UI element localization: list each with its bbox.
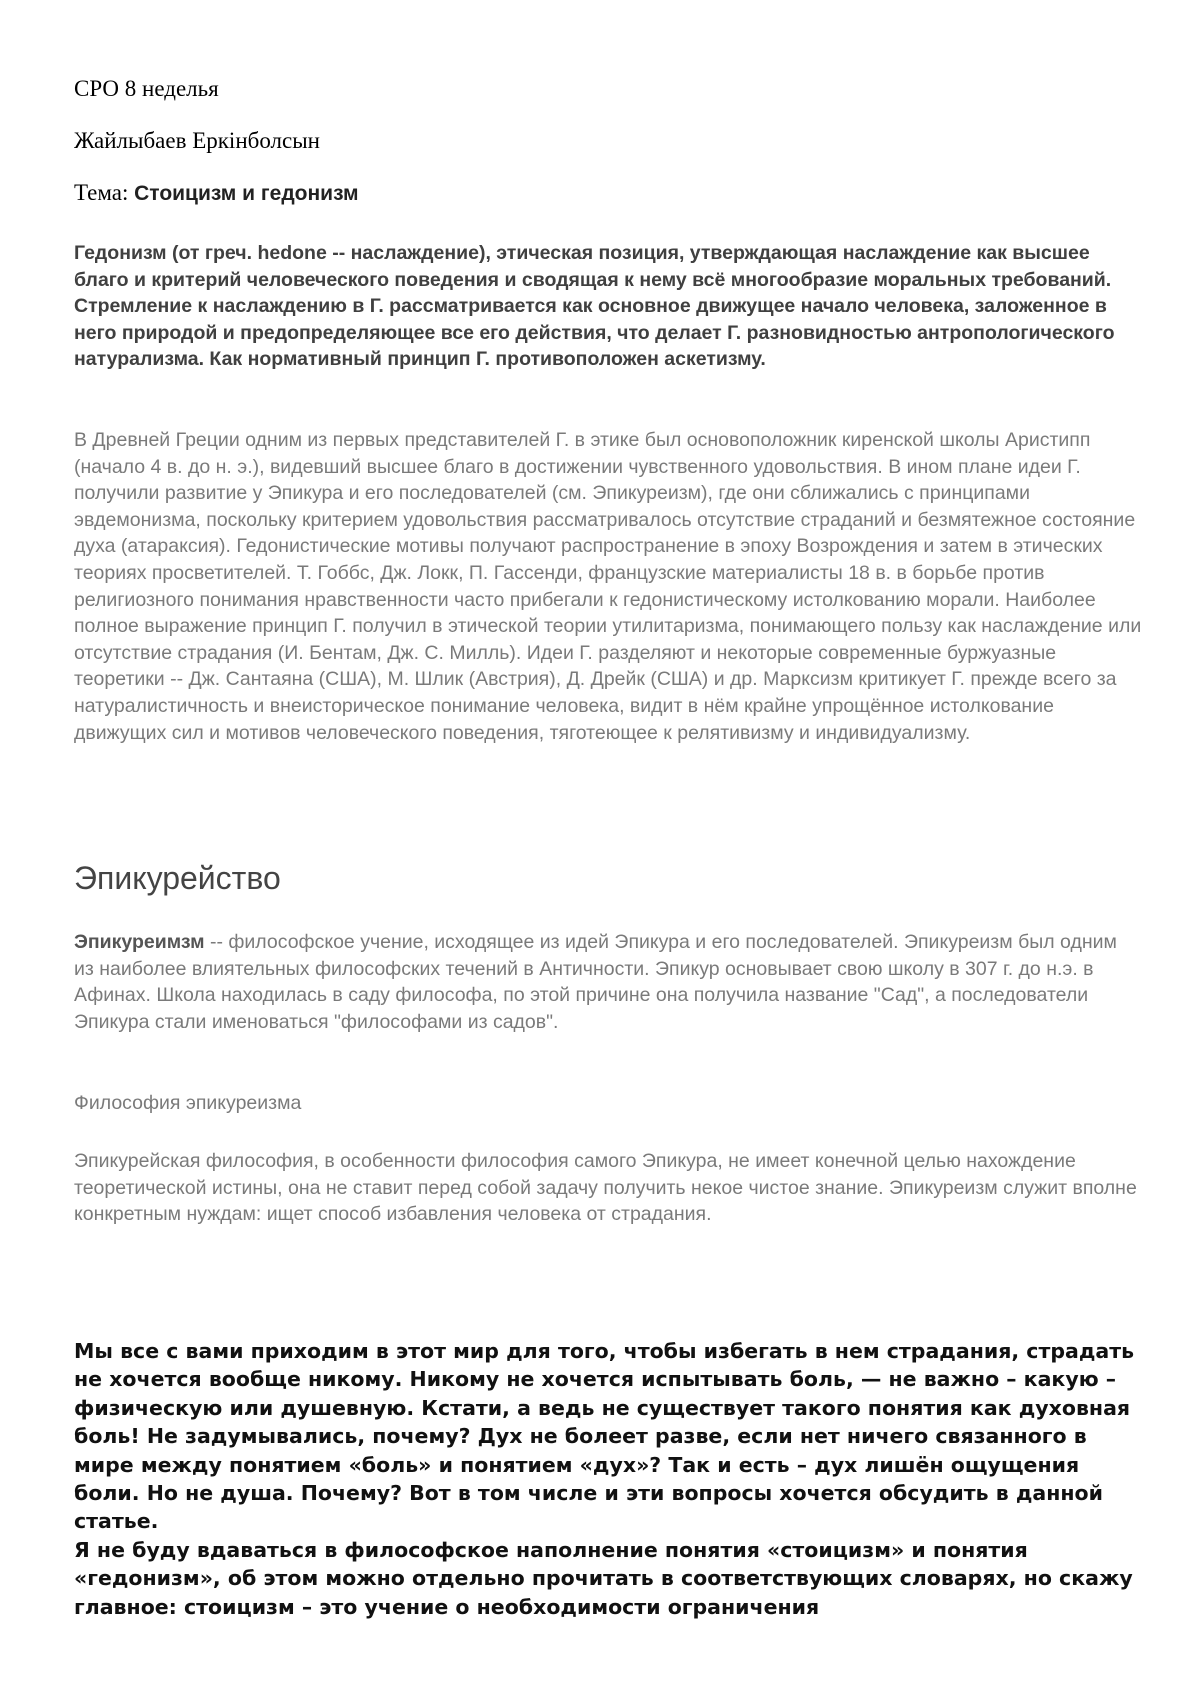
hedonism-definition-paragraph: Гедонизм (от греч. hedone -- наслаждение), этическая позиция, утверждающая наслаждение как высшее благо и критерий человеческого поведения и сводящая к нему всё многообразие моральных требований. Стремление к наслаждению в Г. рассматривается как основное движущее начало человека, заложенное в него природой и предопределяющее все его действия, что делает Г. разновидностью антропологического натурализма. Как нормативный принцип Г. противоположен аскетизму.: [74, 242, 1115, 370]
epicureanism-definition-text: -- философское учение, исходящее из идей Эпикура и его последователей. Эпикуреизм был одним из наиболее влиятельных философских течений в Античности. Эпикур основывает свою школу в 307 г. до н.э. в Афинах. Школа находилась в саду философа, по этой причине она получила название "Сад", а последователи Эпикура стали именоваться "философами из садов".: [74, 931, 1117, 1033]
author-name: Жайлыбаев Еркінболсын: [74, 128, 320, 153]
topic-label: Тема:: [74, 180, 135, 205]
hedonism-history-paragraph: В Древней Греции одним из первых представителей Г. в этике был основоположник киренской школы Аристипп (начало 4 в. до н. э.), видевший высшее благо в достижении чувственного удовольствия. В ином плане идеи Г. получили развитие у Эпикура и его последователей (см. Эпикуреизм), где они сближались с принципами эвдемонизма, поскольку критерием удовольствия рассматривалось отсутствие страданий и безмятежное состояние духа (атараксия). Гедонистические мотивы получают распространение в эпоху Возрождения и затем в этических теориях просветителей. Т. Гоббс, Дж. Локк, П. Гассенди, французские материалисты 18 в. в борьбе против религиозного понимания нравственности часто прибегали к гедонистическому истолкованию морали. Наиболее полное выражение принцип Г. получил в этической теории утилитаризма, понимающего пользу как наслаждение или отсутствие страдания (И. Бентам, Дж. С. Милль). Идеи Г. разделяют и некоторые современные буржуазные теоретики -- Дж. Сантаяна (США), М. Шлик (Австрия), Д. Дрейк (США) и др. Марксизм критикует Г. прежде всего за натуралистичность и внеисторическое понимание человека, видит в нём крайне упрощённое истолкование движущих сил и мотивов человеческого поведения, тяготеющее к релятивизму и индивидуализму.: [74, 429, 1142, 744]
topic-value: Стоицизм и гедонизм: [134, 182, 359, 205]
assignment-title: СРО 8 неделья: [74, 76, 219, 101]
epicurean-philosophy-paragraph: Эпикурейская философия, в особенности философия самого Эпикура, не имеет конечной целью нахождение теоретической истины, она не ставит перед собой задачу получить некое чистое знание. Эпикуреизм служит вполне конкретным нуждам: ищет способ избавления человека от страдания.: [74, 1150, 1137, 1225]
epicureanism-definition-paragraph: [74, 929, 1134, 1035]
essay-text: [74, 1337, 1144, 1621]
philosophy-subheading: Философия эпикуреизма: [74, 1092, 302, 1114]
epicureanism-term: Эпикуреимзм: [74, 931, 205, 953]
essay-paragraph-2: Я не буду вдаваться в философское наполнение понятия «стоицизм» и понятия «гедонизм», об этом можно отдельно прочитать в соответствующих словарях, но скажу главное: стоицизм – это учение о необходимости ограничения: [74, 1537, 1133, 1619]
essay-paragraph-1: Мы все с вами приходим в этот мир для того, чтобы избегать в нем страдания, страдать не хочется вообще никому. Никому не хочется испытывать боль, — не важно – какую – физическую или душевную. Кстати, а ведь не существует такого понятия как духовная боль! Не задумывались, почему? Дух не болеет разве, если нет ничего связанного в мире между понятием «боль» и понятием «дух»? Так и есть – дух лишён ощущения боли. Но не душа. Почему? Вот в том числе и эти вопросы хочется обсудить в данной статье.: [74, 1339, 1135, 1534]
epicureanism-heading: Эпикурейство: [74, 860, 281, 896]
topic-line: [74, 180, 359, 206]
